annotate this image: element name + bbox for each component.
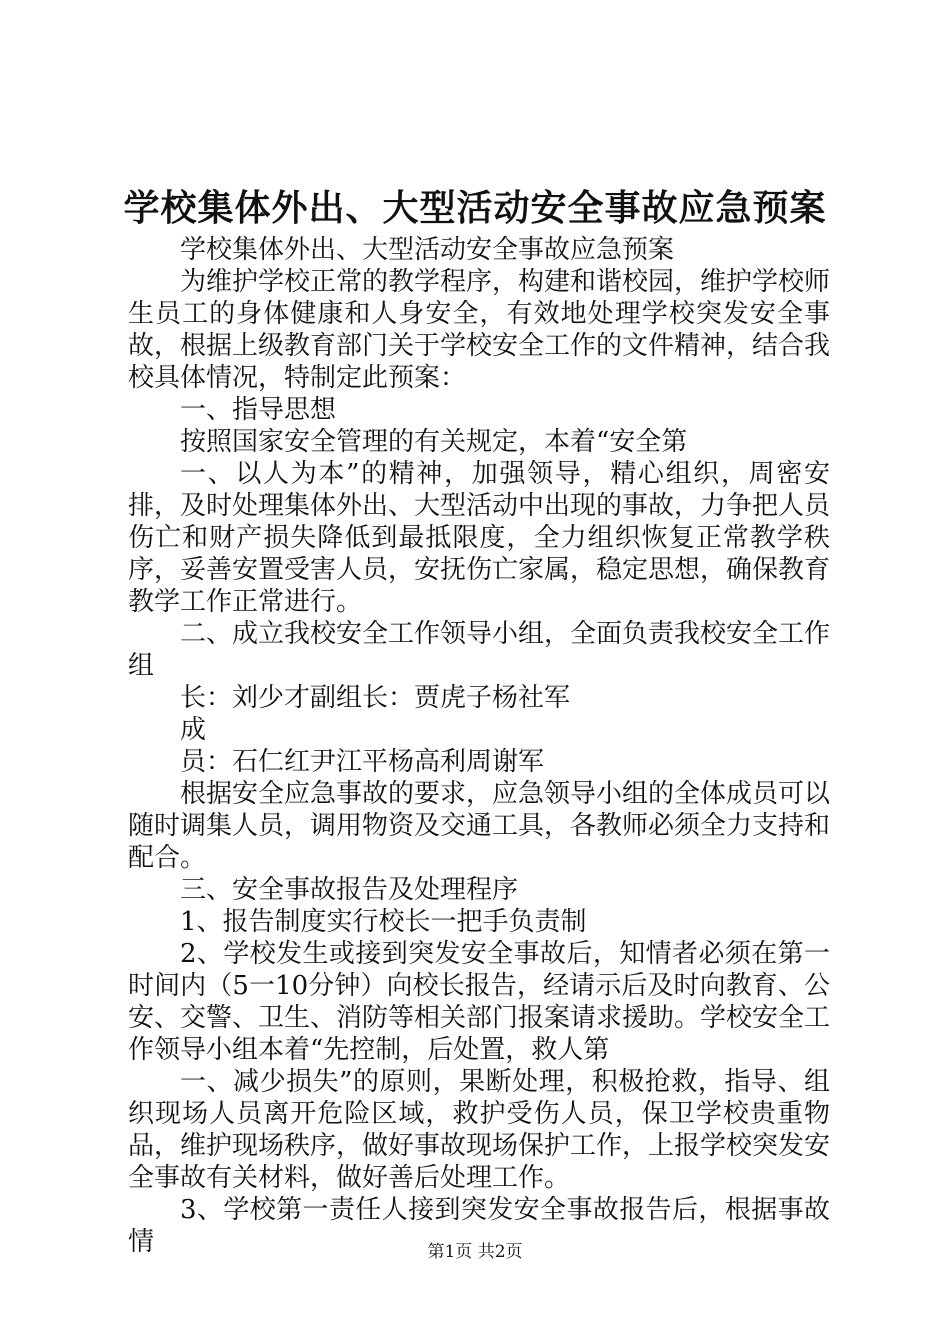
document-title: 学校集体外出、大型活动安全事故应急预案	[123, 187, 827, 229]
paragraph-members-label: 成	[180, 715, 207, 745]
paragraph-purpose: 为维护学校正常的教学程序，构建和谐校园，维护学校师生员工的身体健康和人身安全，有效地处理学校突发安全事故，根据上级教育部门关于学校安全工作的文件精神，结合我校具体情况，特制定此预案：	[128, 267, 831, 393]
paragraph-reduce-losses: 一、减少损失”的原则，果断处理，积极抢救，指导、组织现场人员离开危险区域，救护受伤人员，保卫学校贵重物品，维护现场秩序，做好事故现场保护工作，上报学校突发安全事故有关材料，做好善后处理工作。	[128, 1067, 831, 1193]
paragraph-item-2: 2、学校发生或接到突发安全事故后，知情者必须在第一时间内（5一10分钟）向校长报告，经请示后及时向教育、公安、交警、卫生、消防等相关部门报案请求援助。学校安全工作领导小组本着“先控制，后处置，救人第	[128, 939, 831, 1065]
page-number-footer: 第1页 共2页	[427, 1242, 523, 1262]
section-heading-guiding-thought: 一、指导思想	[180, 395, 337, 425]
paragraph-members: 员：石仁红尹江平杨高利周谢军	[180, 747, 545, 777]
paragraph-item-1: 1、报告制度实行校长一把手负责制	[180, 907, 587, 937]
paragraph-item-3: 3、学校第一责任人接到突发安全事故报告后，根据事故情	[128, 1195, 830, 1257]
section-heading-reporting-procedure: 三、安全事故报告及处理程序	[180, 875, 519, 905]
section-heading-leadership-group: 二、成立我校安全工作领导小组，全面负责我校安全工作组	[128, 619, 831, 681]
paragraph-people-first: 一、以人为本”的精神，加强领导，精心组织，周密安排，及时处理集体外出、大型活动中出现的事故，力争把人员伤亡和财产损失降低到最抵限度，全力组织恢复正常教学秩序，妥善安置受害人员，安抚伤亡家属，稳定思想，确保教育教学工作正常进行。	[128, 459, 831, 617]
paragraph-heading-repeat: 学校集体外出、大型活动安全事故应急预案	[180, 235, 675, 265]
paragraph-emergency-duty: 根据安全应急事故的要求，应急领导小组的全体成员可以随时调集人员，调用物资及交通工具，各教师必须全力支持和配合。	[128, 779, 831, 873]
paragraph-guiding-principle: 按照国家安全管理的有关规定，本着“安全第	[180, 427, 688, 457]
paragraph-group-leaders: 长：刘少才副组长：贾虎子杨社军	[180, 683, 571, 713]
document-body	[128, 234, 830, 1258]
